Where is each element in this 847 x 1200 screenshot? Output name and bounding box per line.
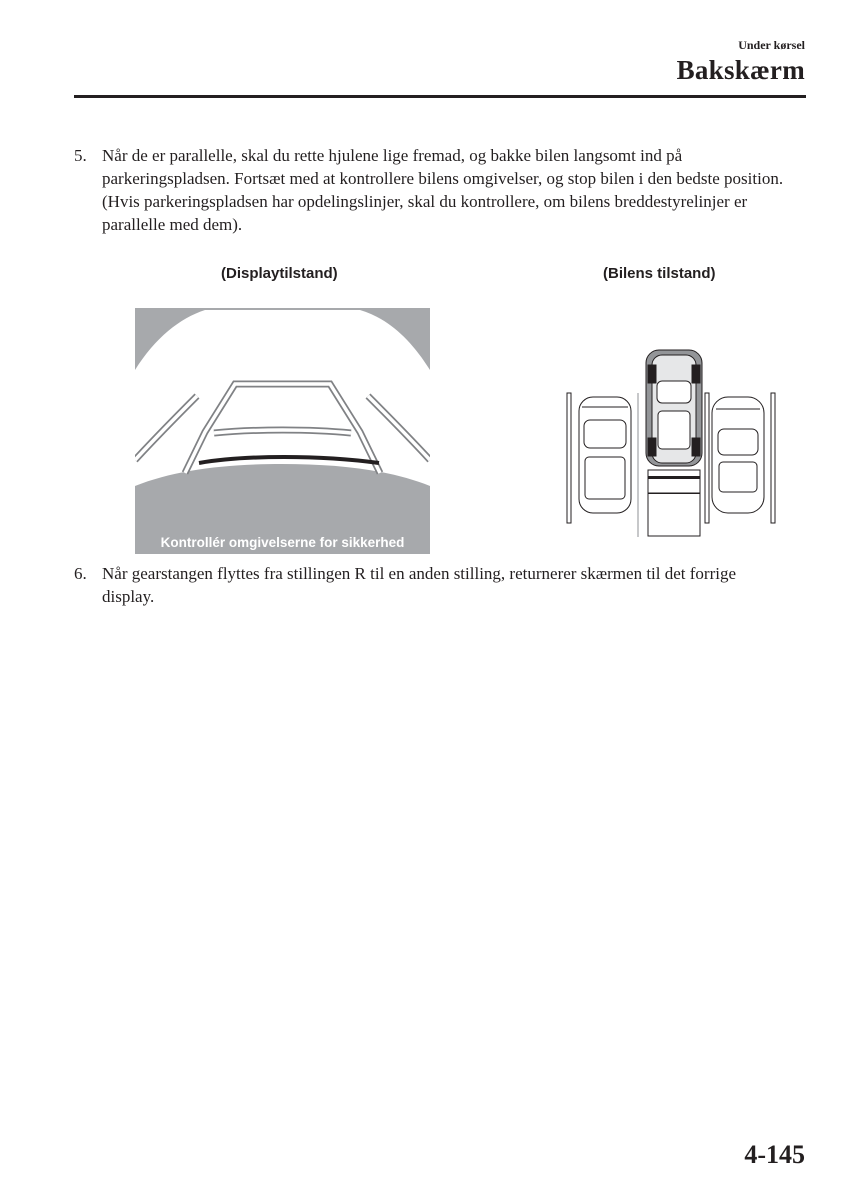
vehicle-state-caption: (Bilens tilstand) (603, 265, 716, 282)
step-6 (74, 562, 786, 608)
step-text: Når gearstangen flyttes fra stillingen R til en anden stilling, returnerer skærmen til det forrige display. (102, 564, 737, 606)
step-number: 6. (74, 564, 87, 583)
camera-display-illustration (135, 308, 430, 554)
header-rule (74, 95, 806, 98)
section-label: Under kørsel (738, 38, 805, 52)
step-5 (74, 144, 786, 236)
camera-display (135, 308, 430, 554)
page-number: 4-145 (744, 1140, 805, 1169)
display-message: Kontrollér omgivelserne for sikkerhed (160, 535, 405, 550)
step-number: 5. (74, 146, 87, 165)
step-text: Når de er parallelle, skal du rette hjulene lige fremad, og bakke bilen langsomt ind på parkeringspladsen. Fortsæt med at kontrollere bilens omgivelser, og stop bilen i den bedste position. (Hvis parkeringspladsen har opdelingslinjer, skal du kontrollere, om bilens breddestyrelinjer er parallelle med dem). (102, 146, 784, 234)
parking-scene-illustration (562, 345, 780, 537)
parking-scene (562, 345, 780, 537)
page-title: Bakskærm (676, 55, 805, 85)
display-mode-caption: (Displaytilstand) (221, 265, 338, 282)
